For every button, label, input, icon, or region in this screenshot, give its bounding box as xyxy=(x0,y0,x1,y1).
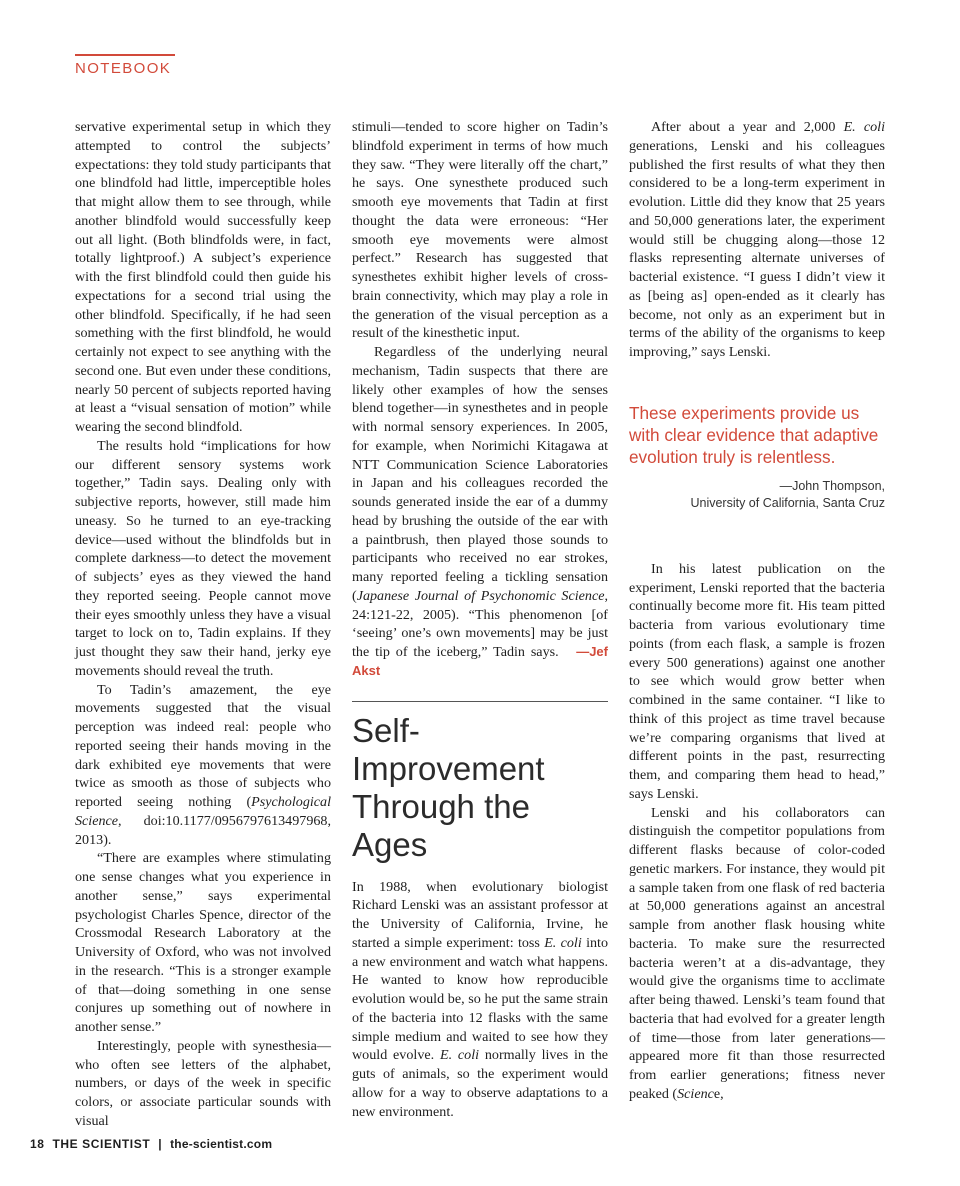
paragraph: The results hold “implications for how our different sensory systems work together,” Tadin says. Dealing only with subjective reports, however, still made him uneasy. So he turned to an eye-tracking device—used without the blindfolds but in complete darkness—to detect the movement of subjects’ eyes as they viewed the hand they reported seeing. People cannot move their eyes smoothly unless they have a visual target to lock on to, Tadin explains. If they just thought they saw their hand, jerky eye movements should reveal the truth. xyxy=(75,437,331,679)
paragraph: After about a year and 2,000 E. coli generations, Lenski and his colleagues published the first results of what they then considered to be a long-term experiment in evolution. Little did they know that 25 years and 50,000 generations later, the experiment would still be chugging along—those 12 flasks representing alternate universes of bacterial existence. “I guess I didn’t view it as [being as] open-ended as it clearly has become, not only as an experiment but in terms of the ability of the organisms to keep improving,” says Lenski. xyxy=(629,119,885,360)
author-byline: —Jef Akst xyxy=(352,644,608,678)
paragraph: To Tadin’s amazement, the eye movements suggested that the visual perception was indeed real: people who reported seeing their hands moving in the dark exhibited eye movements that were twice as smooth as those of subjects who reported seeing nothing (Psychological Science, doi:10.1177/0956797613497968, 2013). xyxy=(75,681,331,848)
pull-quote-attribution: —John Thompson, University of California, Santa Cruz xyxy=(690,478,885,510)
column-2 xyxy=(352,118,608,1121)
page-footer xyxy=(30,1137,272,1151)
journal-title: Scienc xyxy=(677,1085,714,1102)
section-label: NOTEBOOK xyxy=(75,60,172,77)
journal-title: Psychological Science xyxy=(75,794,331,829)
paragraph: In his latest publication on the experiment, Lenski reported that the bacteria continually become more fit. His team pitted bacteria from various evolutionary time points (from each flask, a sample is frozen every 500 generations) against one another to see which would grow better when combined in the same container. “I like to think of this project as time travel because we’re comparing organisms that lived at different points in the past, resurrecting them, and comparing them head to head,” says Lenski. xyxy=(629,560,885,802)
paragraph: Regardless of the underlying neural mechanism, Tadin suspects that there are likely other examples of how the senses blend together—in synesthetes and in people with normal sensory experiences. In 2005, for example, when Norimichi Kitagawa at NTT Communication Science Laboratories in Japan and his colleagues recorded the sounds generated inside the ear of a dummy head by brushing the outside of the ear with a paintbrush, then played those sounds to participants who received no ear strokes, many reported feeling a tickling sensation (Japanese Journal of Psychonomic Science, 24:121-22, 2005). “This phenomenon [of ‘seeing’ one’s own movements] may be just the tip of the iceberg,” Tadin says. —Jef Akst xyxy=(352,344,608,678)
paragraph: “There are examples where stimulating one sense changes what you experience in another sense,” says experimental psychologist Charles Spence, director of the Crossmodal Research Laboratory at the University of Oxford, who was not involved in the research. “This is a stronger example of that—doing something in one sense conjures up something out of nowhere in another sense.” xyxy=(75,850,331,1035)
paragraph: In 1988, when evolutionary biologist Richard Lenski was an assistant professor at the University of California, Irvine, he started a simple experiment: toss E. coli into a new environment and watch what happens. He wanted to know how reproducible evolution would be, so he put the same strain of the bacteria into 12 flasks with the same simple medium and waited to see how they would evolve. E. coli normally lives in the guts of animals, so the experiment would allow for a way to observe adaptations to a new environment. xyxy=(352,878,609,1120)
pull-quote: These experiments provide us with clear evidence that adaptive evolution truly is relentless. xyxy=(629,402,879,467)
journal-title: Japanese Journal of Psychonomic Science xyxy=(356,587,605,604)
footer-separator: | xyxy=(158,1137,163,1151)
section-rule xyxy=(75,54,175,56)
magazine-name: THE SCIENTIST xyxy=(52,1137,151,1151)
article-divider xyxy=(352,701,608,702)
paragraph: servative experimental setup in which they attempted to control the subjects’ expectations: they told study participants that one blindfold had little, imperceptible holes that might allow them to see through, while another blindfold would successfully keep out all light. (Both blindfolds were, in fact, totally lightproof.) A subject’s experience with the first blindfold could then guide his expectations for a second trial using the other blindfold. Specifically, if he had seen something with the first blindfold, he would certainly not expect to see anything with the second one. But even under these conditions, nearly 50 percent of subjects reported having at least a “visual sensation of motion” while wearing the second blindfold. xyxy=(75,119,331,435)
column-3 xyxy=(629,118,885,1104)
column-1 xyxy=(75,118,331,1131)
paragraph: stimuli—tended to score higher on Tadin’s blindfold experiment in terms of how much they saw. “They were literally off the chart,” he says. One synesthete produced such smooth eye movements that Tadin at first thought the data were erroneous: “Her smooth eye movements were almost perfect.” Research has suggested that synesthetes exhibit higher levels of cross-brain connectivity, which may play a role in the generation of the visual perception as a result of the kinesthetic input. xyxy=(352,119,608,342)
page-number: 18 xyxy=(30,1137,45,1151)
paragraph: Lenski and his collaborators can distinguish the competitor populations from different flasks because of color-coded genetic markers. For instance, they would pit a sample taken from one flask of red bacteria at 50,000 generations against an ancestral sample from another flask housing white bacteria. To make sure the resurrected bacteria weren’t at a dis-advantage, they would give the organisms time to acclimate after being thawed. Lenski’s team found that bacteria that had evolved for a greater length of time—those from later generations—appeared more fit than those resurrected from earlier generations; fitness never peaked (Science, xyxy=(629,804,885,1102)
website-link[interactable]: the-scientist.com xyxy=(170,1137,273,1151)
paragraph: Interestingly, people with synesthesia—who often see letters of the alphabet, numbers, or days of the week in specific colors, or associate particular sounds with visual xyxy=(75,1037,331,1129)
article-headline: Self-Improvement Through the Ages xyxy=(352,711,545,863)
